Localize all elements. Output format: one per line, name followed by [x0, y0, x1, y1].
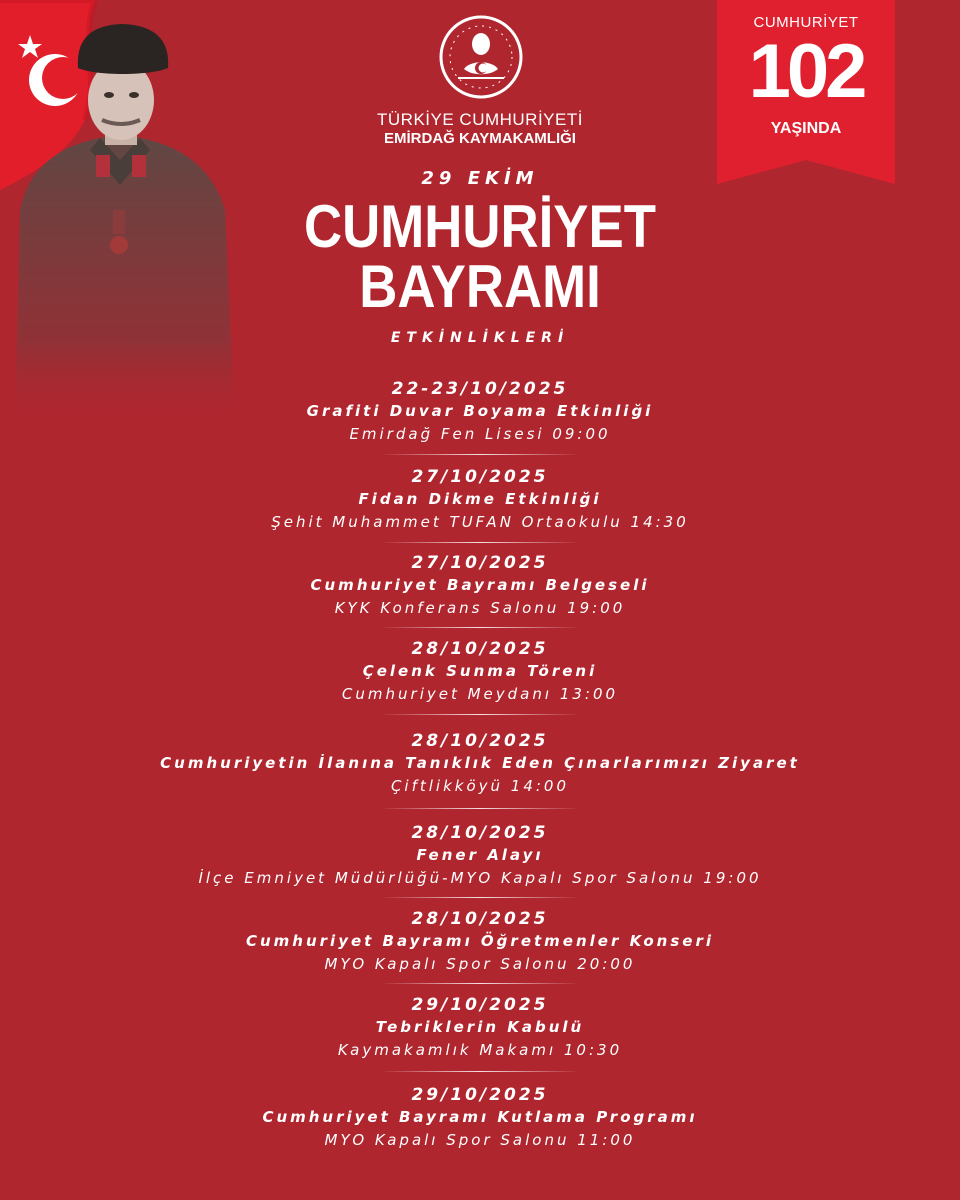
title-line-2: BAYRAMI: [359, 253, 601, 320]
event-title: Cumhuriyet Bayramı Öğretmenler Konseri: [245, 932, 715, 950]
event-date: 28/10/2025: [411, 639, 549, 659]
badge-number: 102: [748, 29, 864, 114]
event-place: MYO Kapalı Spor Salonu 11:00: [324, 1131, 636, 1149]
divider: [380, 808, 580, 809]
event-title: Grafiti Duvar Boyama Etkinliği: [306, 402, 654, 420]
event-date: 27/10/2025: [411, 553, 549, 573]
divider: [380, 897, 580, 898]
event-item: [0, 730, 960, 798]
event-title: Cumhuriyetin İlanına Tanıklık Eden Çınarlarımızı Ziyaret: [160, 754, 800, 772]
event-place: İlçe Emniyet Müdürlüğü-MYO Kapalı Spor Salonu 19:00: [198, 869, 762, 887]
institution-line-2: EMİRDAĞ KAYMAKAMLIĞI: [384, 130, 576, 147]
divider: [380, 454, 580, 455]
event-item: [0, 638, 960, 706]
badge-top-label: CUMHURİYET: [753, 14, 859, 31]
event-place: Şehit Muhammet TUFAN Ortaokulu 14:30: [271, 513, 689, 531]
institution-line-1: TÜRKİYE CUMHURİYETİ: [377, 110, 583, 129]
divider: [380, 1071, 580, 1072]
event-date: 27/10/2025: [411, 467, 549, 487]
event-title: Çelenk Sunma Töreni: [362, 662, 598, 680]
event-item: [0, 994, 960, 1062]
divider: [380, 983, 580, 984]
event-date: 28/10/2025: [411, 823, 549, 843]
event-title: Fener Alayı: [416, 846, 544, 864]
event-title: Cumhuriyet Bayramı Belgeseli: [310, 576, 650, 594]
event-place: Çiftlikköyü 14:00: [390, 777, 570, 795]
event-item: [0, 908, 960, 976]
badge-bottom-label: YAŞINDA: [770, 120, 842, 137]
title-subtitle: ETKİNLİKLERİ: [390, 330, 570, 346]
event-place: Cumhuriyet Meydanı 13:00: [341, 685, 619, 703]
title-line-1: CUMHURİYET: [304, 193, 656, 260]
divider: [380, 542, 580, 543]
event-place: Kaymakamlık Makamı 10:30: [337, 1041, 623, 1059]
event-place: MYO Kapalı Spor Salonu 20:00: [324, 955, 636, 973]
divider: [380, 714, 580, 715]
event-place: KYK Konferans Salonu 19:00: [334, 599, 626, 617]
event-date: 28/10/2025: [411, 909, 549, 929]
event-item: [0, 466, 960, 534]
event-title: Fidan Dikme Etkinliği: [358, 490, 602, 508]
event-title: Cumhuriyet Bayramı Kutlama Programı: [262, 1108, 698, 1126]
event-item: [0, 1084, 960, 1152]
event-item: [0, 552, 960, 620]
holiday-date: 29 EKİM: [421, 168, 539, 189]
event-date: 29/10/2025: [411, 995, 549, 1015]
event-item: [0, 378, 960, 446]
event-title: Tebriklerin Kabulü: [375, 1018, 585, 1036]
event-date: 22-23/10/2025: [391, 379, 569, 399]
divider: [380, 627, 580, 628]
event-place: Emirdağ Fen Lisesi 09:00: [349, 425, 611, 443]
event-date: 29/10/2025: [411, 1085, 549, 1105]
event-item: [0, 822, 960, 890]
event-date: 28/10/2025: [411, 731, 549, 751]
